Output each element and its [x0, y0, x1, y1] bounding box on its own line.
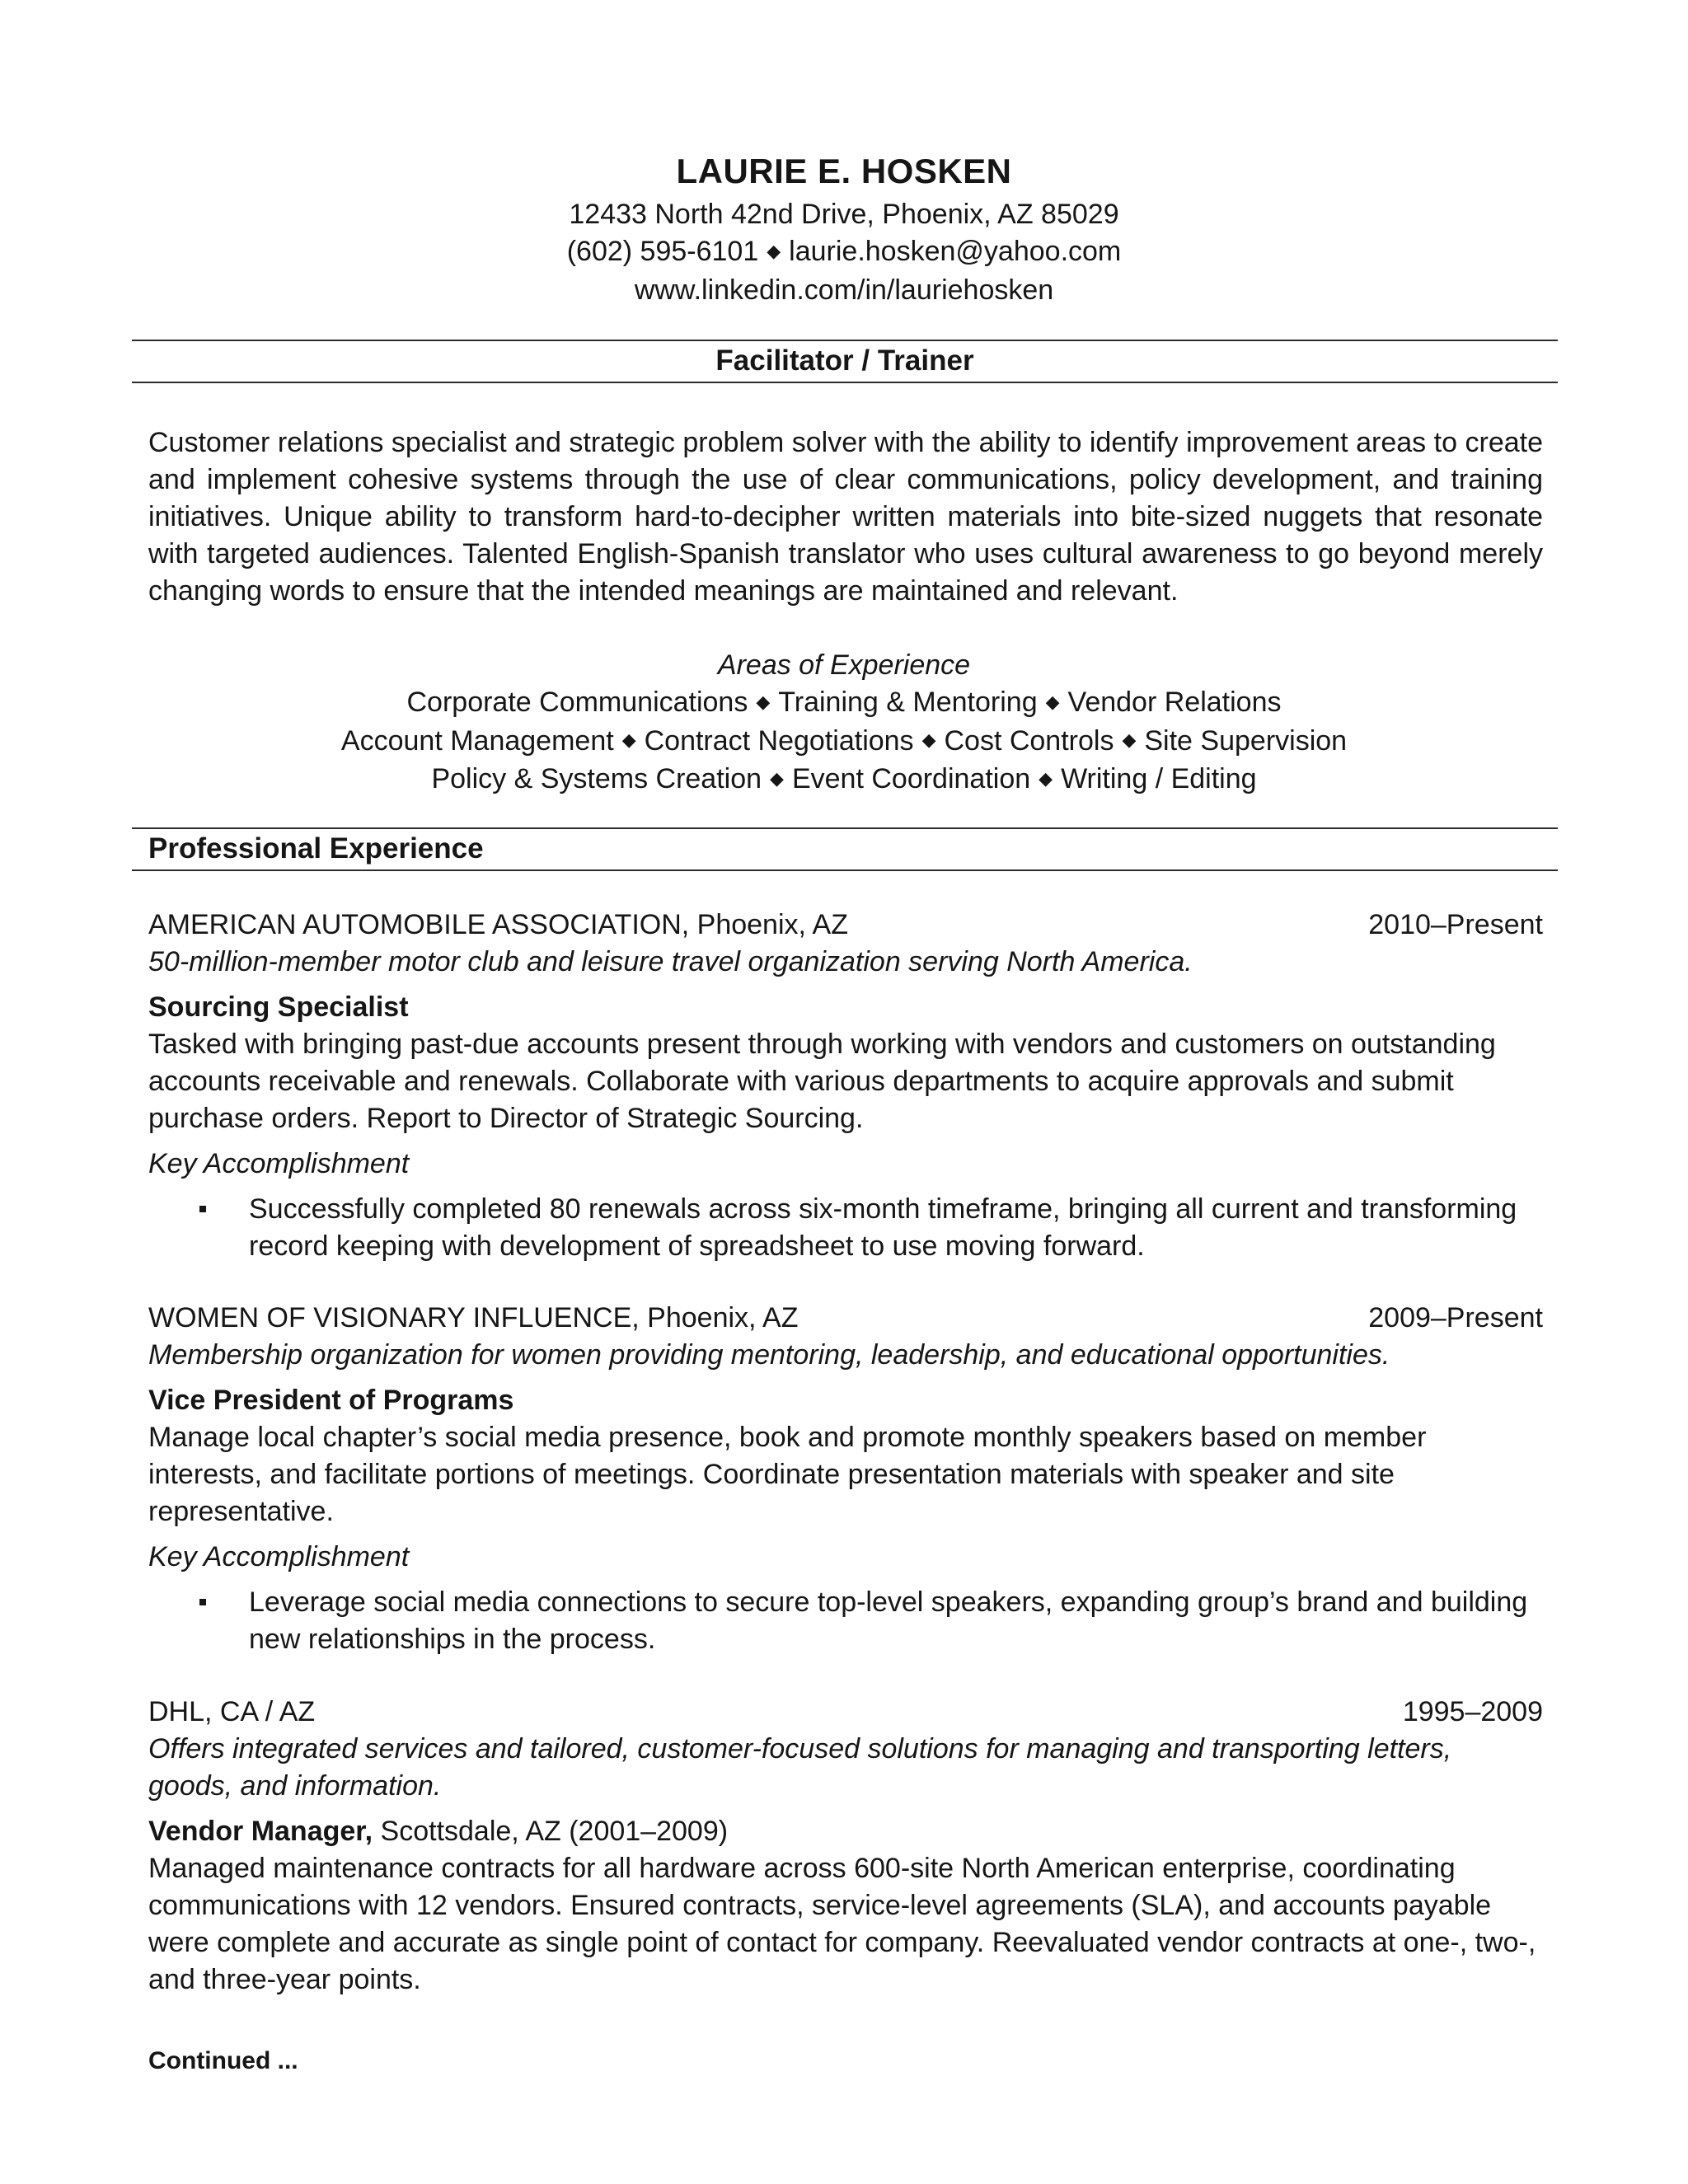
list-item [148, 1584, 1543, 1658]
diamond-separator-icon: ◆ [1122, 729, 1137, 751]
areas-rows [0, 684, 1688, 799]
job-entry [148, 1300, 1543, 1658]
job-dates: 2010–Present [1368, 909, 1543, 940]
diamond-separator-icon: ◆ [1045, 691, 1060, 712]
employer-description: 50-million-member motor club and leisure travel organization serving North America. [148, 946, 1193, 977]
area-item: Contract Negotiations [644, 724, 914, 757]
diamond-separator-icon: ◆ [621, 729, 636, 751]
area-item: Account Management [340, 724, 614, 757]
employer: WOMEN OF VISIONARY INFLUENCE, Phoenix, AZ [148, 1302, 799, 1333]
job-dates: 2009–Present [1368, 1302, 1543, 1333]
area-item: Vendor Relations [1067, 687, 1282, 718]
email: laurie.hosken@yahoo.com [789, 236, 1122, 267]
area-item: Cost Controls [944, 724, 1114, 757]
area-item: Site Supervision [1144, 724, 1348, 757]
job-entry [148, 1694, 1543, 1999]
area-item: Policy & Systems Creation [431, 763, 762, 795]
accomplishment-text: Leverage social media connections to secure top-level speakers, expanding group’s brand and building new relationships in the process. [249, 1586, 1528, 1655]
area-item: Corporate Communications [406, 687, 748, 718]
job-location-dates: Scottsdale, AZ (2001–2009) [380, 1816, 729, 1847]
job-duties: Manage local chapter’s social media presence, book and promote monthly speakers based on member interests, and facilitate portions of meetings. Coordinate presentation materials with speaker and site representative. [148, 1422, 1427, 1527]
job-title: Vendor Manager, [148, 1816, 373, 1847]
area-item: Training & Mentoring [778, 687, 1038, 718]
employer: DHL, CA / AZ [148, 1696, 316, 1727]
job-entry [148, 907, 1543, 1265]
square-bullet-icon [199, 1206, 206, 1212]
employer-description: Offers integrated services and tailored, customer-focused solutions for managing and transporting letters, goods, and information. [148, 1733, 1452, 1802]
list-item [148, 1191, 1543, 1265]
accomplishment-text: Successfully completed 80 renewals across six-month timeframe, bringing all current and transforming record keeping with development of spreadsheet to use moving forward. [249, 1193, 1517, 1262]
diamond-separator-icon: ◆ [770, 767, 784, 789]
summary-paragraph: Customer relations specialist and strategic problem solver with the ability to identify improvement areas to create and implement cohesive systems through the use of clear communications, policy development, and training initiatives. Unique ability to transform hard-to-decipher written materials into bite-sized nuggets that resonate with targeted audiences. Talented English-Spanish translator who uses cultural awareness to go beyond merely changing words to ensure that the intended meanings are maintained and relevant. [148, 427, 1543, 607]
job-title: Sourcing Specialist [148, 991, 409, 1023]
job-title-line [148, 1813, 1543, 1850]
accomplishment-list [148, 1191, 1543, 1265]
areas-of-experience [0, 647, 1688, 799]
areas-row [0, 684, 1688, 723]
address: 12433 North 42nd Drive, Phoenix, AZ 85029 [569, 199, 1119, 230]
phone: (602) 595-6101 [566, 236, 759, 267]
diamond-separator-icon: ◆ [767, 240, 781, 261]
employer: AMERICAN AUTOMOBILE ASSOCIATION, Phoenix, AZ [148, 909, 848, 940]
area-item: Writing / Editing [1061, 763, 1257, 795]
accomplishment-list [148, 1584, 1543, 1658]
candidate-name: LAURIE E. HOSKEN [676, 152, 1012, 190]
headline-banner: Facilitator / Trainer [715, 344, 974, 377]
areas-row [0, 761, 1688, 799]
square-bullet-icon [199, 1599, 206, 1605]
continued-note: Continued ... [148, 2047, 298, 2074]
job-header [148, 907, 1543, 944]
contact-header [0, 147, 1688, 309]
key-accomplishment-label: Key Accomplishment [148, 1541, 410, 1572]
job-duties: Tasked with bringing past-due accounts present through working with vendors and customers on outstanding accounts receivable and renewals. Collaborate with various departments to acquire approvals and submit purchase orders. Report to Director of Strategic Sourcing. [148, 1029, 1496, 1134]
diamond-separator-icon: ◆ [756, 691, 771, 712]
job-duties: Managed maintenance contracts for all hardware across 600-site North American enterprise, coordinating communications with 12 vendors. Ensured contracts, service-level agreements (SLA), and accounts payable were complete and accurate as single point of contact for company. Reevaluated vendor contracts at one-, two-, and three-year points. [148, 1853, 1536, 1995]
area-item: Event Coordination [791, 763, 1031, 795]
diamond-separator-icon: ◆ [1039, 767, 1053, 789]
phone-email-line [0, 233, 1688, 272]
employer-description: Membership organization for women providing mentoring, leadership, and educational opportunities. [148, 1339, 1390, 1371]
diamond-separator-icon: ◆ [921, 729, 936, 751]
areas-row [0, 723, 1688, 762]
job-dates: 1995–2009 [1402, 1696, 1543, 1727]
experience-rule-bottom [132, 869, 1558, 871]
linkedin-url: www.linkedin.com/in/lauriehosken [634, 274, 1054, 306]
headline-rule-bottom [132, 382, 1558, 383]
job-header [148, 1300, 1543, 1337]
job-title: Vice President of Programs [148, 1385, 514, 1416]
job-header [148, 1694, 1543, 1731]
areas-title: Areas of Experience [717, 649, 971, 681]
experience-section-title: Professional Experience [148, 832, 484, 865]
key-accomplishment-label: Key Accomplishment [148, 1148, 410, 1179]
